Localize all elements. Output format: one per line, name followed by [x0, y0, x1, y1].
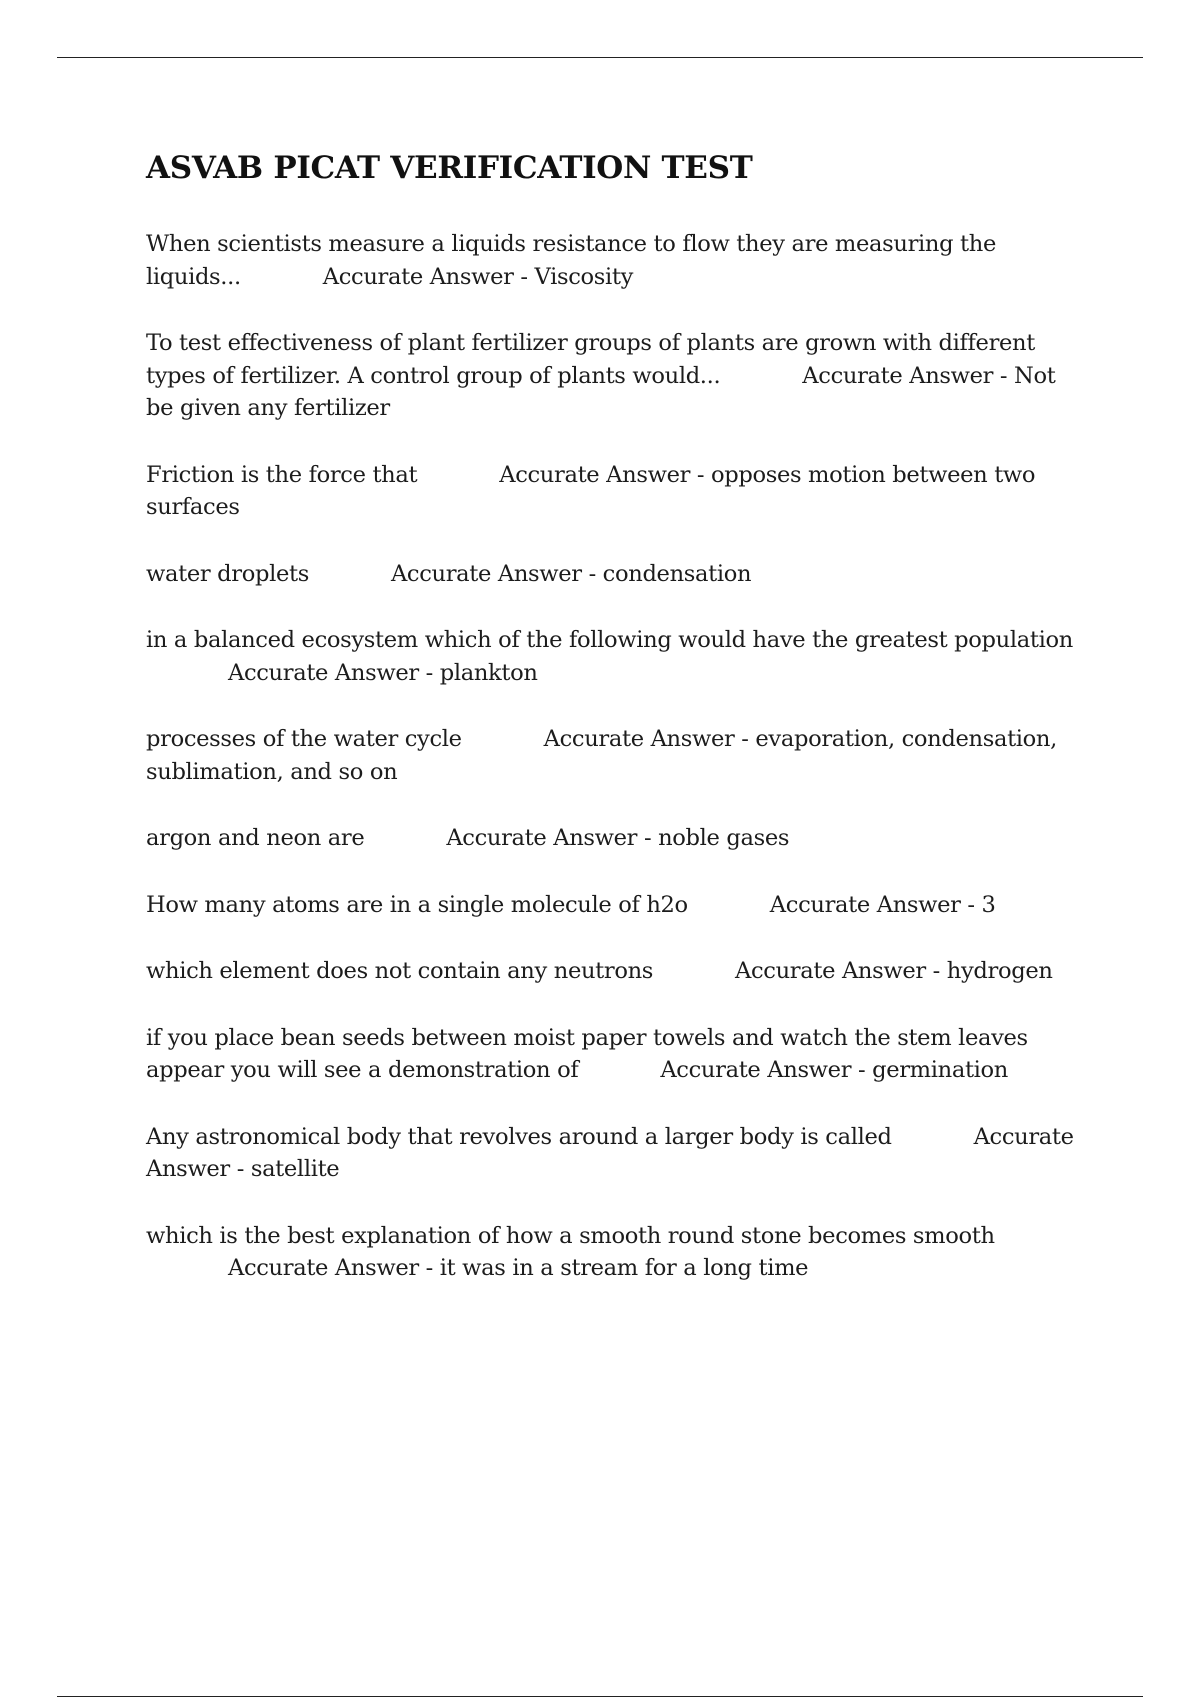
- header-rule: [57, 57, 1143, 58]
- answer-text: Accurate Answer - it was in a stream for a long time: [227, 1255, 809, 1281]
- answer-text: Accurate Answer - satellite: [146, 1123, 1074, 1182]
- qa-item: [146, 955, 1081, 988]
- question-text: To test effectiveness of plant fertilizer groups of plants are grown with different types of fertilizer. A control group of plants would...: [146, 330, 1035, 389]
- qa-item: [146, 889, 1081, 922]
- answer-text: Accurate Answer - condensation: [390, 560, 752, 587]
- qa-item: [146, 822, 1081, 855]
- qa-item: [146, 327, 1081, 425]
- footer-rule: [57, 1696, 1143, 1697]
- answer-text: Accurate Answer - evaporation, condensation, sublimation, and so on: [146, 726, 1057, 785]
- qa-item: [146, 1121, 1081, 1186]
- qa-item: [146, 459, 1081, 524]
- question-text: if you place bean seeds between moist paper towels and watch the stem leaves appear you will see a demonstration of: [146, 1024, 1028, 1083]
- question-text: processes of the water cycle: [146, 726, 462, 752]
- question-text: How many atoms are in a single molecule of h2o: [146, 891, 688, 918]
- qa-item: [146, 723, 1081, 788]
- answer-text: Accurate Answer - opposes motion between two surfaces: [146, 461, 1036, 520]
- question-text: which is the best explanation of how a smooth round stone becomes smooth: [146, 1222, 995, 1249]
- document-body: [146, 148, 1081, 1319]
- answer-text: Accurate Answer - hydrogen: [735, 958, 1053, 984]
- question-text: which element does not contain any neutrons: [146, 958, 654, 984]
- question-text: Any astronomical body that revolves around a larger body is called: [146, 1123, 892, 1150]
- answer-text: Accurate Answer - Viscosity: [322, 263, 634, 290]
- answer-text: Accurate Answer - Not be given any fertilizer: [146, 362, 1056, 421]
- answer-text: Accurate Answer - plankton: [227, 659, 538, 686]
- question-text: in a balanced ecosystem which of the following would have the greatest population: [146, 627, 1073, 653]
- qa-item: [146, 1220, 1081, 1285]
- answer-text: Accurate Answer - noble gases: [446, 825, 790, 851]
- answer-text: Accurate Answer - 3: [769, 891, 996, 918]
- answer-text: Accurate Answer - germination: [660, 1057, 1009, 1083]
- qa-item: [146, 228, 1081, 293]
- qa-item: [146, 558, 1081, 591]
- document-title: ASVAB PICAT VERIFICATION TEST: [146, 150, 753, 186]
- question-text: Friction is the force that: [146, 461, 418, 488]
- question-text: When scientists measure a liquids resistance to flow they are measuring the liquids...: [146, 231, 997, 290]
- question-text: argon and neon are: [146, 825, 365, 851]
- qa-item: [146, 1022, 1081, 1087]
- qa-item: [146, 624, 1081, 689]
- question-text: water droplets: [146, 560, 309, 587]
